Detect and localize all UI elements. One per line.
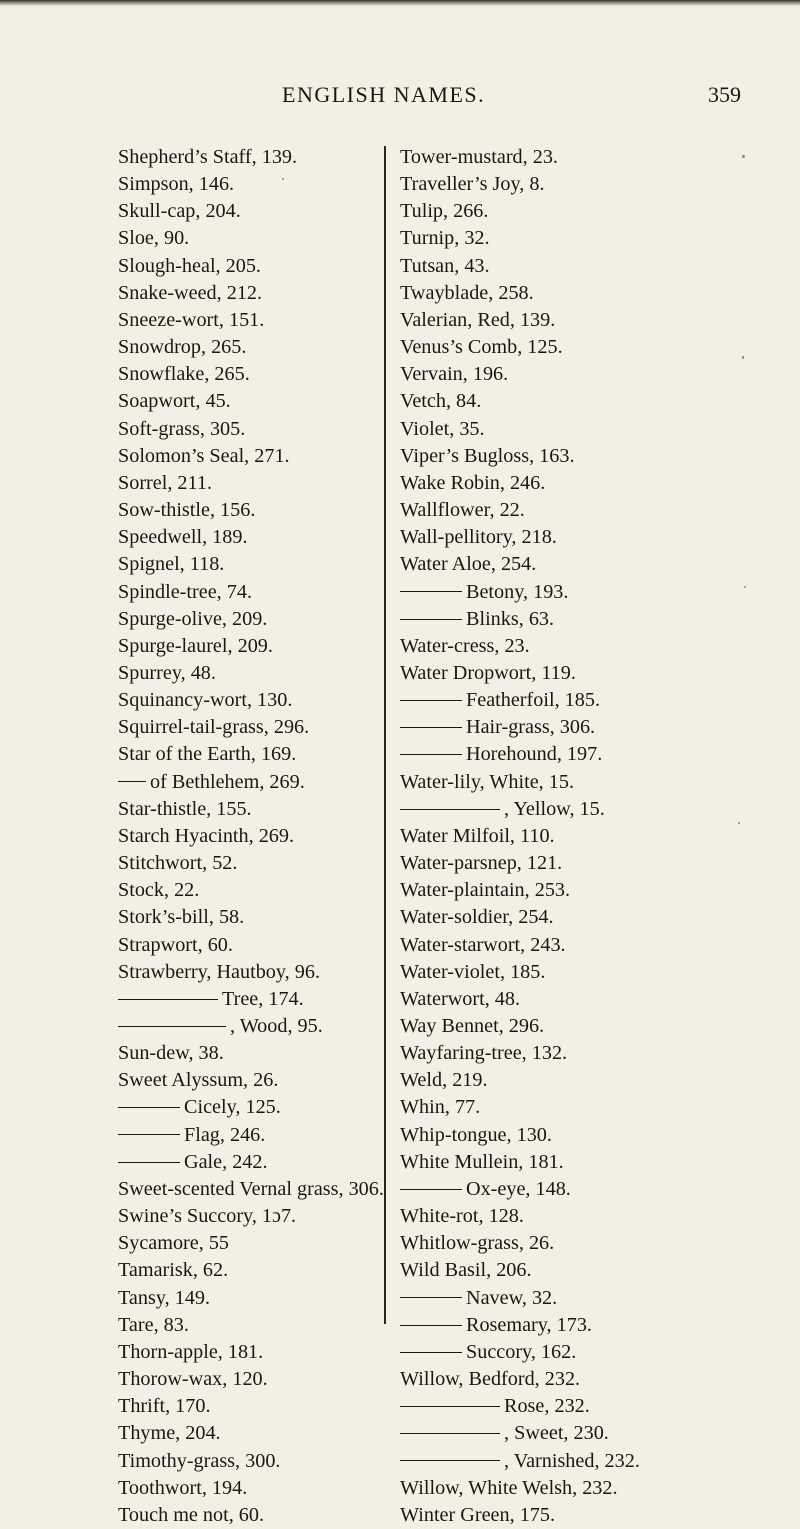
index-entry-text: Water-soldier, 254. <box>400 906 554 929</box>
index-entry-text: , Varnished, 232. <box>504 1449 640 1472</box>
index-entry <box>118 1040 380 1067</box>
index-entry <box>118 1230 380 1257</box>
ditto-dash <box>118 781 146 782</box>
index-entry-text: Tree, 174. <box>222 987 304 1010</box>
index-entry <box>400 606 720 633</box>
index-entry-text: Water-starwort, 243. <box>400 933 566 956</box>
index-entry <box>400 1475 720 1502</box>
ditto-dash <box>400 1433 500 1434</box>
index-entry-text: Squirrel-tail-grass, 296. <box>118 716 310 739</box>
index-entry <box>118 823 380 850</box>
index-entry <box>400 551 720 578</box>
index-entry <box>118 1339 380 1366</box>
index-entry-text: Sloe, 90. <box>118 227 190 250</box>
index-entry <box>118 932 380 959</box>
index-entry-text: Star of the Earth, 169. <box>118 743 297 766</box>
column-divider <box>384 146 386 1324</box>
index-entry <box>118 551 380 578</box>
index-entry <box>118 660 380 687</box>
index-entry <box>400 470 720 497</box>
index-entry <box>118 687 380 714</box>
index-entry <box>400 280 720 307</box>
index-entry <box>400 1393 720 1420</box>
index-entry <box>400 144 720 171</box>
index-entry-text: , Wood, 95. <box>230 1015 323 1037</box>
index-entry <box>118 877 380 904</box>
index-entry <box>400 633 720 660</box>
index-entry-text: Betony, 193. <box>466 580 569 603</box>
index-entry <box>400 1176 720 1203</box>
running-title: ENGLISH NAMES. <box>282 82 486 107</box>
index-entry <box>118 606 380 633</box>
index-entry-text: Tamarisk, 62. <box>118 1259 229 1282</box>
index-entry-text: Horehound, 197. <box>466 743 603 766</box>
index-entry <box>118 443 380 470</box>
index-entry <box>400 986 720 1013</box>
index-entry <box>400 253 720 280</box>
paper-speck <box>282 178 284 180</box>
index-entry-text: Spurge-laurel, 209. <box>118 634 273 657</box>
ditto-dash <box>400 727 462 728</box>
index-entry-text: Sun-dew, 38. <box>118 1042 224 1065</box>
index-entry <box>118 198 380 225</box>
index-entry <box>400 1122 720 1149</box>
ditto-dash <box>400 1297 462 1298</box>
index-entry <box>118 769 380 796</box>
index-entry <box>118 1475 380 1502</box>
index-entry-text: Blinks, 63. <box>466 607 555 630</box>
index-entry <box>400 1257 720 1284</box>
index-entry-text: Featherfoil, 185. <box>466 689 600 712</box>
ditto-dash <box>400 591 462 592</box>
ditto-dash <box>118 1134 180 1135</box>
ditto-dash <box>118 999 218 1000</box>
index-entry-text: Thrift, 170. <box>118 1395 211 1418</box>
index-entry-text: Rosemary, 173. <box>466 1313 592 1336</box>
index-entry <box>118 850 380 877</box>
index-entry <box>118 741 380 768</box>
index-entry <box>400 850 720 877</box>
index-entry-text: Snake-weed, 212. <box>118 281 263 304</box>
index-entry-text: Venus’s Comb, 125. <box>400 336 563 359</box>
index-entry-text: of Bethlehem, 269. <box>150 770 305 793</box>
ditto-dash <box>400 809 500 810</box>
index-entry-text: Turnip, 32. <box>400 227 490 250</box>
index-entry <box>118 144 380 171</box>
index-entry-text: Wild Basil, 206. <box>400 1259 532 1282</box>
index-entry <box>118 1393 380 1420</box>
index-entry-text: Ox-eye, 148. <box>466 1177 571 1200</box>
index-entry-text: Rose, 232. <box>504 1395 590 1418</box>
paper-speck <box>742 356 744 359</box>
index-entry-text: Wayfaring-tree, 132. <box>400 1042 568 1065</box>
index-entry-text: Water-lily, White, 15. <box>400 770 574 793</box>
index-entry-text: Flag, 246. <box>184 1123 266 1146</box>
index-entry-text: Sweet-scented Vernal grass, 306. <box>118 1177 384 1200</box>
index-entry <box>400 714 720 741</box>
index-entry-text: Tulip, 266. <box>400 200 489 223</box>
index-entry <box>400 1448 720 1475</box>
page-number: 359 <box>708 82 741 107</box>
index-entry <box>400 171 720 198</box>
index-entry <box>118 1502 380 1529</box>
index-entry-text: Winter Green, 175. <box>400 1503 556 1526</box>
index-entry-text: Thyme, 204. <box>118 1422 221 1445</box>
index-entry <box>400 1203 720 1230</box>
index-entry-text: Strapwort, 60. <box>118 933 233 956</box>
index-entry <box>118 171 380 198</box>
index-entry-text: Willow, White Welsh, 232. <box>400 1476 618 1499</box>
index-entry-text: Water Milfoil, 110. <box>400 824 555 847</box>
index-entry-text: Strawberry, Hautboy, 96. <box>118 960 321 983</box>
index-entry <box>118 1420 380 1447</box>
index-entry-text: Timothy-grass, 300. <box>118 1449 281 1472</box>
index-entry-text: Willow, Bedford, 232. <box>400 1368 581 1391</box>
index-entry <box>400 904 720 931</box>
index-entry-text: Wallflower, 22. <box>400 499 525 522</box>
index-entry <box>118 497 380 524</box>
index-entry-text: Slough-heal, 205. <box>118 254 261 277</box>
index-entry <box>400 877 720 904</box>
index-entry <box>400 687 720 714</box>
index-entry <box>118 280 380 307</box>
index-entry-text: Solomon’s Seal, 271. <box>118 444 290 467</box>
index-entry <box>118 225 380 252</box>
index-entry <box>118 361 380 388</box>
index-entry <box>400 361 720 388</box>
index-entry-text: Whitlow-grass, 26. <box>400 1232 555 1255</box>
index-entry <box>118 1122 380 1149</box>
index-entry <box>400 1094 720 1121</box>
index-entry <box>118 579 380 606</box>
index-entry-text: Spindle-tree, 74. <box>118 580 252 603</box>
index-entry <box>400 579 720 606</box>
index-entry <box>118 388 380 415</box>
index-column-right <box>400 144 720 1529</box>
index-entry-text: Snowflake, 265. <box>118 363 250 386</box>
index-entry-text: Sorrel, 211. <box>118 471 213 494</box>
index-entry <box>118 904 380 931</box>
index-entry-text: Spurrey, 48. <box>118 661 216 684</box>
index-entry-text: , Yellow, 15. <box>504 797 605 820</box>
index-entry-text: Water Aloe, 254. <box>400 553 537 576</box>
index-entry <box>400 524 720 551</box>
index-entry-text: Waterwort, 48. <box>400 987 521 1010</box>
index-entry-text: , Sweet, 230. <box>504 1422 609 1445</box>
index-entry-text: Stork’s-bill, 58. <box>118 906 245 929</box>
index-entry-text: Wake Robin, 246. <box>400 471 546 494</box>
ditto-dash <box>118 1026 226 1027</box>
index-entry <box>400 1067 720 1094</box>
ditto-dash <box>118 1162 180 1163</box>
ditto-dash <box>400 1406 500 1407</box>
index-column-left <box>118 144 384 1529</box>
index-entry <box>118 1013 380 1040</box>
page-top-edge <box>0 0 800 6</box>
index-entry-text: Way Bennet, 296. <box>400 1015 545 1037</box>
index-entry-text: Tare, 83. <box>118 1313 189 1336</box>
index-entry-text: Skull-cap, 204. <box>118 200 241 223</box>
index-entry-text: Tutsan, 43. <box>400 254 490 277</box>
index-entry <box>400 1230 720 1257</box>
index-entry-text: Spignel, 118. <box>118 553 225 576</box>
index-entry-text: Stitchwort, 52. <box>118 852 238 875</box>
index-entry <box>400 1285 720 1312</box>
index-entry <box>118 1366 380 1393</box>
ditto-dash <box>400 754 462 755</box>
index-entry <box>400 1420 720 1447</box>
index-entry <box>400 1366 720 1393</box>
ditto-dash <box>400 1460 500 1461</box>
index-entry-text: Shepherd’s Staff, 139. <box>118 146 298 168</box>
index-entry <box>400 1040 720 1067</box>
index-entry <box>118 633 380 660</box>
index-entry <box>118 1285 380 1312</box>
index-entry <box>118 524 380 551</box>
index-entry-text: Water-cress, 23. <box>400 634 530 657</box>
ditto-dash <box>400 1352 462 1353</box>
index-entry <box>400 307 720 334</box>
index-entry-text: Thorn-apple, 181. <box>118 1340 264 1363</box>
paper-speck <box>738 822 740 824</box>
index-entry <box>400 1502 720 1529</box>
index-entry-text: Whip-tongue, 130. <box>400 1123 552 1146</box>
index-entry <box>118 470 380 497</box>
index-entry-text: Tower-mustard, 23. <box>400 146 558 168</box>
index-entry-text: Hair-grass, 306. <box>466 716 596 739</box>
paper-speck <box>742 155 745 158</box>
index-entry <box>118 1312 380 1339</box>
index-entry <box>118 334 380 361</box>
ditto-dash <box>400 700 462 701</box>
index-entry-text: Swine’s Succory, 1ɔ7. <box>118 1205 297 1228</box>
index-entry <box>118 986 380 1013</box>
index-entry-text: White Mullein, 181. <box>400 1150 564 1173</box>
index-entry <box>118 1067 380 1094</box>
index-entry <box>400 416 720 443</box>
index-entry-text: Whin, 77. <box>400 1096 481 1119</box>
index-entry <box>400 1149 720 1176</box>
ditto-dash <box>118 1107 180 1108</box>
ditto-dash <box>400 1189 462 1190</box>
index-entry-text: Sow-thistle, 156. <box>118 499 256 522</box>
index-entry-text: Viper’s Bugloss, 163. <box>400 444 575 467</box>
index-entry-text: Twayblade, 258. <box>400 281 534 304</box>
index-entry-text: Star-thistle, 155. <box>118 797 252 820</box>
index-entry <box>400 497 720 524</box>
index-entry <box>118 307 380 334</box>
index-entry-text: Violet, 35. <box>400 417 485 440</box>
index-entry-text: Cicely, 125. <box>184 1096 281 1119</box>
index-entry <box>118 1094 380 1121</box>
ditto-dash <box>400 619 462 620</box>
index-entry <box>400 225 720 252</box>
page-header <box>0 82 800 112</box>
index-entry-text: Water-violet, 185. <box>400 960 546 983</box>
index-entry-text: Gale, 242. <box>184 1150 268 1173</box>
index-entry-text: Soft-grass, 305. <box>118 417 246 440</box>
paper-speck <box>744 586 746 588</box>
index-entry-text: Toothwort, 194. <box>118 1476 248 1499</box>
index-entry <box>118 1448 380 1475</box>
index-entry-text: Squinancy-wort, 130. <box>118 689 293 712</box>
index-entry-text: Water-parsnep, 121. <box>400 852 563 875</box>
index-entry-text: Starch Hyacinth, 269. <box>118 824 295 847</box>
index-entry <box>400 198 720 225</box>
index-entry <box>400 823 720 850</box>
index-entry <box>400 932 720 959</box>
index-entry-text: Valerian, Red, 139. <box>400 308 556 331</box>
index-entry <box>118 714 380 741</box>
index-entry-text: Wall-pellitory, 218. <box>400 526 557 549</box>
index-entry-text: Traveller’s Joy, 8. <box>400 173 545 196</box>
index-entry-text: Soapwort, 45. <box>118 390 231 413</box>
ditto-dash <box>400 1325 462 1326</box>
index-entry <box>400 796 720 823</box>
index-entry-text: Succory, 162. <box>466 1340 577 1363</box>
index-entry-text: Water Dropwort, 119. <box>400 661 576 684</box>
index-entry <box>118 253 380 280</box>
index-entry-text: White-rot, 128. <box>400 1205 524 1228</box>
index-entry <box>400 959 720 986</box>
index-entry-text: Thorow-wax, 120. <box>118 1368 268 1391</box>
index-entry <box>400 334 720 361</box>
index-entry-text: Sycamore, 55 <box>118 1232 230 1255</box>
index-entry-text: Simpson, 146. <box>118 173 235 196</box>
index-entry <box>400 741 720 768</box>
index-entry <box>118 1203 380 1230</box>
index-entry-text: Snowdrop, 265. <box>118 336 247 359</box>
index-entry-text: Vetch, 84. <box>400 390 482 413</box>
index-entry-text: Tansy, 149. <box>118 1286 211 1309</box>
index-entry-text: Navew, 32. <box>466 1286 558 1309</box>
index-entry <box>118 796 380 823</box>
index-entry-text: Water-plaintain, 253. <box>400 879 571 902</box>
index-entry <box>118 1176 384 1203</box>
index-entry-text: Weld, 219. <box>400 1069 488 1092</box>
index-entry-text: Sweet Alyssum, 26. <box>118 1069 279 1092</box>
index-entry <box>118 416 380 443</box>
index-entry <box>400 1339 720 1366</box>
index-entry <box>400 769 720 796</box>
index-entry <box>400 660 720 687</box>
index-entry-text: Sneeze-wort, 151. <box>118 308 265 331</box>
index-entry-text: Touch me not, 60. <box>118 1503 265 1526</box>
index-entry <box>400 443 720 470</box>
index-entry <box>118 959 380 986</box>
index-entry <box>400 1312 720 1339</box>
index-entry-text: Speedwell, 189. <box>118 526 248 549</box>
index-entry <box>118 1257 380 1284</box>
index-entry-text: Vervain, 196. <box>400 363 509 386</box>
index-entry-text: Spurge-olive, 209. <box>118 607 268 630</box>
index-entry <box>400 1013 720 1040</box>
index-entry-text: Stock, 22. <box>118 879 200 902</box>
index-entry <box>118 1149 380 1176</box>
index-entry <box>400 388 720 415</box>
